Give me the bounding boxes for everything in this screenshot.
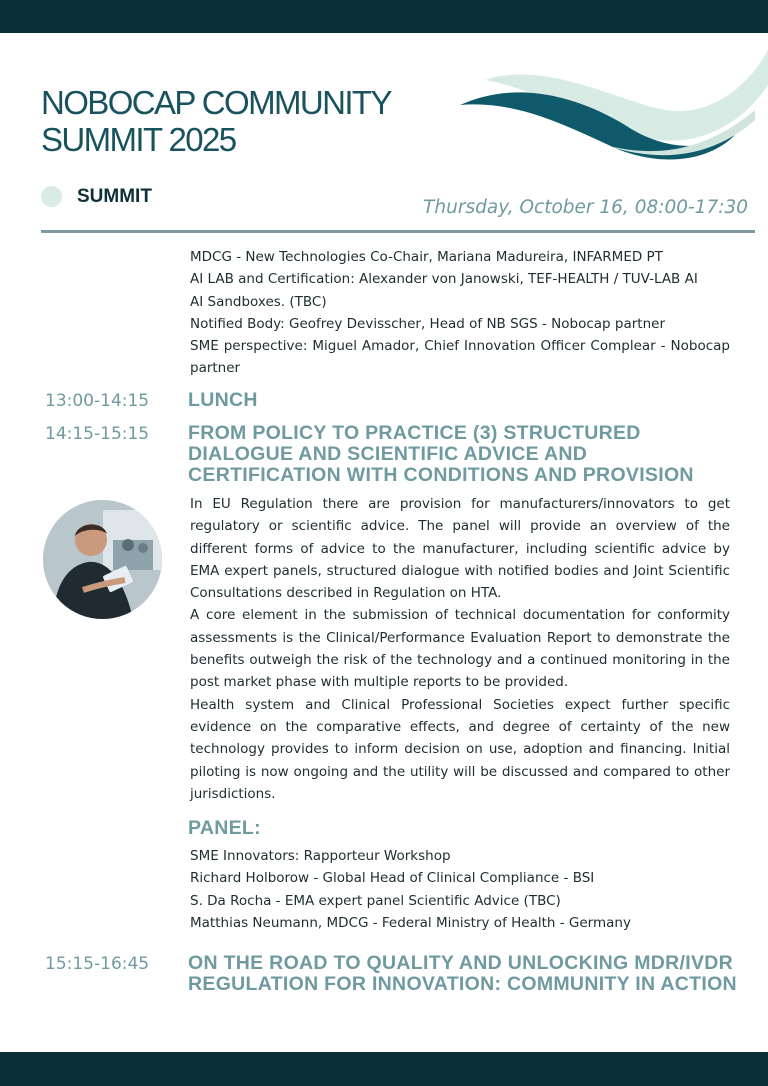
session-description	[190, 493, 730, 805]
title-line-1: NOBOCAP COMMUNITY	[41, 84, 391, 121]
description-paragraph: Health system and Clinical Professional Societies expect further specific evidence on the comparative effects, and degree of certainty of the new technology provides to inform decision on use, adoption and financing. Initial piloting is now ongoing and the utility will be discussed and compared to other jurisdictions.	[190, 696, 730, 802]
speaker-line: Notified Body: Geofrey Devisscher, Head of NB SGS - Nobocap partner	[190, 315, 665, 332]
panel-heading: PANEL:	[188, 817, 261, 839]
speaker-photo-image	[43, 500, 162, 619]
speaker-line: SME perspective: Miguel Amador, Chief Innovation Officer Complear - Nobocap partner	[190, 338, 730, 377]
title-line-2: SUMMIT 2025	[41, 121, 236, 158]
speaker-list-top	[190, 246, 730, 380]
session-title-quality: ON THE ROAD TO QUALITY AND UNLOCKING MDR/IVDR REGULATION FOR INNOVATION: COMMUNITY IN ACTION	[188, 952, 737, 995]
description-paragraph: A core element in the submission of technical documentation for conformity assessments is the Clinical/Performance Evaluation Report to demonstrate the benefits outweigh the risk of the technology and a continued monitoring in the post market phase with multiple reports to be provided.	[190, 607, 730, 691]
section-label: SUMMIT	[77, 186, 152, 207]
description-paragraph: In EU Regulation there are provision for manufacturers/innovators to get regulatory or scientific advice. The panel will provide an overview of the different forms of advice to the manufacturer, including scientific advice by EMA expert panels, structured dialogue with notified bodies and Joint Scientific Consultations described in Regulation on HTA.	[190, 496, 730, 602]
speaker-line: MDCG - New Technologies Co-Chair, Mariana Madureira, INFARMED PT	[190, 249, 663, 265]
session-time-lunch: 13:00-14:15	[45, 391, 150, 411]
session-time-policy: 14:15-15:15	[45, 424, 150, 444]
panel-member: S. Da Rocha - EMA expert panel Scientific Advice (TBC)	[190, 892, 561, 909]
top-bar	[0, 0, 768, 33]
panel-member: Matthias Neumann, MDCG - Federal Ministry of Health - Germany	[190, 914, 631, 931]
wave-decoration	[455, 40, 768, 165]
section-dot-icon	[41, 186, 62, 207]
speaker-line: AI Sandboxes. (TBC)	[190, 293, 327, 310]
session-title-lunch: LUNCH	[188, 389, 258, 411]
page-title	[41, 84, 391, 158]
panel-member-list	[190, 845, 730, 934]
speaker-line: AI LAB and Certification: Alexander von Janowski, TEF-HEALTH / TUV-LAB AI	[190, 271, 698, 288]
panel-member: SME Innovators: Rapporteur Workshop	[190, 848, 451, 864]
bottom-bar	[0, 1052, 768, 1086]
speaker-photo	[43, 500, 162, 619]
session-time-quality: 15:15-16:45	[45, 954, 150, 974]
header-divider	[41, 230, 755, 233]
event-date: Thursday, October 16, 08:00-17:30	[423, 197, 748, 218]
panel-member: Richard Holborow - Global Head of Clinical Compliance - BSI	[190, 870, 595, 887]
session-title-policy: FROM POLICY TO PRACTICE (3) STRUCTURED DIALOGUE AND SCIENTIFIC ADVICE AND CERTIFICATION WITH CONDITIONS AND PROVISION	[188, 422, 694, 486]
